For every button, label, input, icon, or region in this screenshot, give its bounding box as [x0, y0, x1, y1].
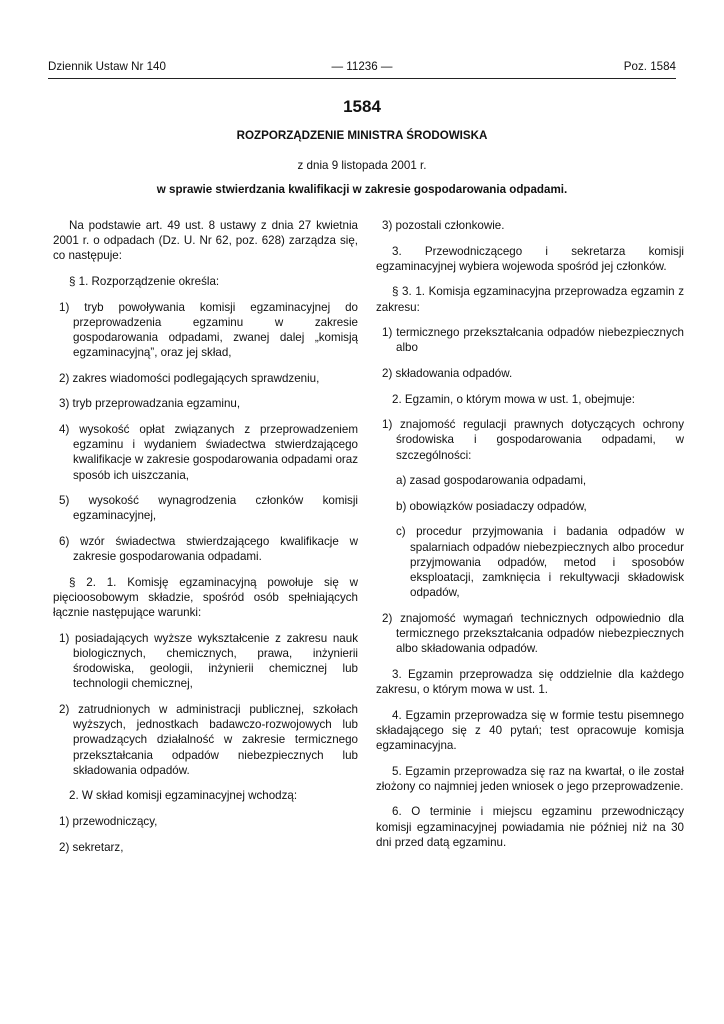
paragraph: 3. Przewodniczącego i sekretarza komisji egzaminacyjnej wybiera wojewoda spośród jej członków. — [376, 244, 684, 273]
list-item: 1) znajomość regulacji prawnych dotyczących ochrony środowiska i gospodarowania odpadami, w szczególności: — [382, 418, 684, 462]
journal-name: Dziennik Ustaw Nr 140 — [48, 60, 166, 73]
act-date: z dnia 9 listopada 2001 r. — [297, 159, 427, 172]
list-item: 5) wysokość wynagrodzenia członków komisji egzaminacyjnej, — [59, 494, 358, 523]
paragraph: 2. Egzamin, o którym mowa w ust. 1, obejmuje: — [392, 392, 635, 406]
header-rule — [48, 78, 676, 79]
paragraph: 3. Egzamin przeprowadza się oddzielnie dla każdego zakresu, o którym mowa w ust. 1. — [376, 667, 684, 696]
position-number: Poz. 1584 — [623, 60, 676, 73]
list-item: 2) zatrudnionych w administracji publicznej, szkołach wyższych, jednostkach badawczo-rozwojowych lub prowadzących działalność w zakresie termicznego przekształcania odpadów niebezpiecznych lub składowania odpadów. — [59, 702, 358, 777]
list-item: 1) termicznego przekształcania odpadów niebezpiecznych albo — [382, 326, 684, 355]
list-item: 3) pozostali członkowie. — [382, 219, 505, 232]
list-item: 4) wysokość opłat związanych z przeprowadzeniem egzaminu i wydaniem świadectwa stwierdzającego kwalifikacje w zakresie gospodarowania odpadami oraz sposób ich uiszczania, — [59, 422, 358, 482]
running-header — [48, 60, 676, 76]
paragraph: § 2. 1. Komisję egzaminacyjną powołuje się w pięcioosobowym składzie, spośród osób spełniających łącznie następujące warunki: — [53, 575, 358, 620]
list-item: 3) tryb przeprowadzania egzaminu, — [59, 397, 241, 411]
paragraph: 5. Egzamin przeprowadza się raz na kwartał, o ile został złożony co najmniej jeden wniosek o jego przeprowadzenie. — [376, 764, 684, 793]
list-item: 1) tryb powoływania komisji egzaminacyjnej do przeprowadzenia egzaminu w zakresie gospodarowania odpadami, zwanej dalej „komisją egzaminacyjną”, oraz jej skład, — [59, 300, 358, 360]
act-title: ROZPORZĄDZENIE MINISTRA ŚRODOWISKA — [236, 129, 488, 142]
paragraph: § 3. 1. Komisja egzaminacyjna przeprowadza egzamin z zakresu: — [376, 285, 684, 314]
list-item: 2) znajomość wymagań technicznych odpowiednio dla termicznego przekształcania odpadów niebezpiecznych albo składowania odpadów. — [382, 611, 684, 656]
sub-list-item: c) procedur przyjmowania i badania odpadów w spalarniach odpadów niebezpiecznych albo procedur przyjmowania odpadów, metod i sposobów eksploatacji, zamknięcia i rekultywacji składowisk odpadów, — [396, 525, 684, 600]
list-item: 2) sekretarz, — [59, 840, 124, 854]
list-item: 1) przewodniczący, — [59, 814, 158, 828]
paragraph: Na podstawie art. 49 ust. 8 ustawy z dnia 27 kwietnia 2001 r. o odpadach (Dz. U. Nr 62, poz. 628) zarządza się, co następuje: — [53, 219, 358, 263]
list-item: 2) zakres wiadomości podlegających sprawdzeniu, — [59, 371, 320, 385]
paragraph: 2. W skład komisji egzaminacyjnej wchodzą: — [69, 789, 298, 803]
act-subject: w sprawie stwierdzania kwalifikacji w zakresie gospodarowania odpadami. — [156, 183, 568, 196]
paragraph: 6. O terminie i miejscu egzaminu przewodniczący komisji egzaminacyjnej powiadamia nie później niż na 30 dni przed datą egzaminu. — [376, 805, 684, 849]
paragraph: 4. Egzamin przeprowadza się w formie testu pisemnego składającego się z 40 pytań; test opracowuje komisja egzaminacyjna. — [376, 708, 684, 752]
left-column — [53, 218, 358, 865]
act-number: 1584 — [343, 97, 381, 116]
list-item: 6) wzór świadectwa stwierdzającego kwalifikacje w zakresie gospodarowania odpadami. — [59, 534, 358, 564]
page-number: — 11236 — — [331, 60, 393, 73]
sub-list-item: a) zasad gospodarowania odpadami, — [396, 474, 587, 488]
paragraph: § 1. Rozporządzenie określa: — [69, 275, 220, 288]
sub-list-item: b) obowiązków posiadaczy odpadów, — [396, 499, 587, 513]
list-item: 2) składowania odpadów. — [382, 366, 513, 380]
list-item: 1) posiadających wyższe wykształcenie z zakresu nauk biologicznych, chemicznych, prawa, inżynierii środowiska, geologii, inżynierii chemicznej lub technologii chemicznej, — [59, 631, 358, 691]
right-column — [376, 218, 684, 860]
